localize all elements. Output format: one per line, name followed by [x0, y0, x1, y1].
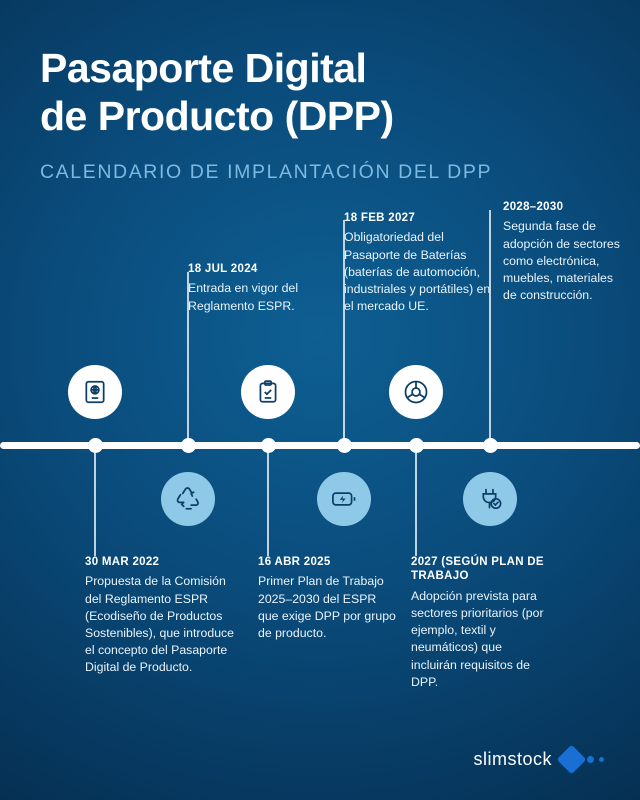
milestone-description: Adopción prevista para sectores prioritarios (por ejemplo, textil y neumáticos) que incluirán requisitos de DPP.	[411, 588, 544, 689]
milestone-description: Propuesta de la Comisión del Reglamento ESPR (Ecodiseño de Productos Sostenibles), que introduce el concepto del Pasaporte Digital de Producto.	[85, 574, 235, 675]
header	[0, 0, 640, 184]
milestone-date: 2027 (SEGÚN PLAN DE TRABAJO	[411, 556, 544, 583]
clipboard-check-icon	[255, 379, 281, 405]
milestone-date: 18 JUL 2024	[188, 263, 258, 275]
milestone-description: Primer Plan de Trabajo 2025–2030 del ESPR que exige DPP por grupo de producto.	[258, 574, 396, 640]
dot-icon	[587, 756, 594, 763]
diamond-icon	[557, 745, 587, 775]
milestone-entry	[188, 262, 338, 315]
passport-icon-circle[interactable]	[68, 365, 122, 419]
milestone-description: Entrada en vigor del Reglamento ESPR.	[188, 281, 299, 313]
timeline-stem	[415, 449, 417, 556]
brand-mark-icon	[561, 749, 604, 770]
milestone-description: Obligatoriedad del Pasaporte de Baterías (baterías de automoción, industriales y portátiles) en el mercado UE.	[344, 230, 491, 314]
timeline	[0, 201, 640, 770]
recycle-icon	[174, 485, 202, 513]
footer-logo	[473, 749, 604, 770]
milestone-description: Segunda fase de adopción de sectores como electrónica, muebles, materiales de construcción.	[503, 219, 620, 303]
recycle-icon-circle[interactable]	[161, 472, 215, 526]
milestone-date: 16 ABR 2025	[258, 556, 331, 568]
dot-icon	[599, 757, 604, 762]
milestone-entry	[85, 555, 237, 677]
timeline-stem	[267, 449, 269, 556]
tire-icon	[402, 378, 430, 406]
page-title	[40, 44, 600, 141]
page-subtitle: CALENDARIO DE IMPLANTACIÓN DEL DPP	[40, 160, 493, 183]
milestone-entry	[258, 555, 398, 642]
milestone-entry	[344, 211, 502, 315]
plug-check-icon	[477, 486, 504, 513]
milestone-entry	[503, 200, 625, 304]
battery-charge-icon	[330, 485, 358, 513]
passport-icon	[82, 379, 108, 405]
tire-icon-circle[interactable]	[389, 365, 443, 419]
brand-name: slimstock	[473, 749, 552, 769]
page-title-line-1: Pasaporte Digital	[40, 45, 367, 91]
timeline-stem	[94, 449, 96, 556]
clipboard-check-icon-circle[interactable]	[241, 365, 295, 419]
milestone-entry	[411, 555, 551, 691]
plug-check-icon-circle[interactable]	[463, 472, 517, 526]
milestone-date: 2028–2030	[503, 201, 564, 213]
page-title-line-2: de Producto (DPP)	[40, 93, 394, 140]
milestone-date: 30 MAR 2022	[85, 556, 160, 568]
milestone-date: 18 FEB 2027	[344, 212, 416, 224]
battery-charge-icon-circle[interactable]	[317, 472, 371, 526]
